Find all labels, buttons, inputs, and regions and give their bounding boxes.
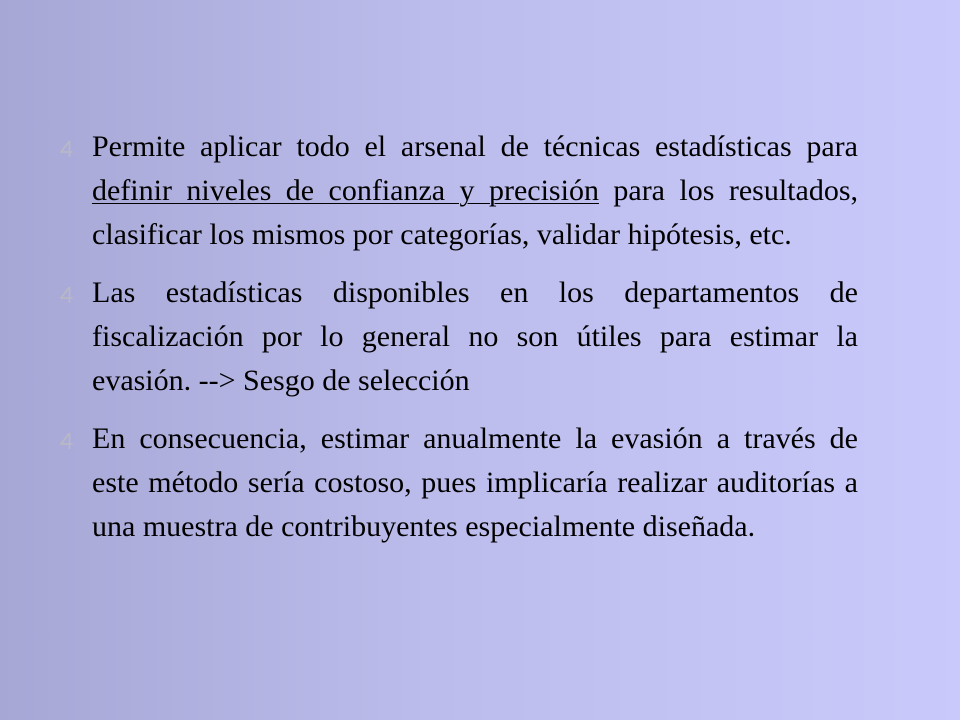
bullet-text: Las estadísticas disponibles en los departamentos de fiscalización por lo general no son útiles para estimar la evasión. --> Sesgo de selección [92,276,858,397]
numeral-4-bullet-icon [60,286,74,304]
bullet-text: En consecuencia, estimar anualmente la evasión a través de este método sería costoso, pues implicaría realizar auditorías a una muestra de contribuyentes especialmente diseñada. [92,422,858,543]
bullet-text-part-1: Permite aplicar todo el arsenal de técnicas estadísticas para [92,130,858,163]
numeral-4-bullet-icon [60,140,74,158]
numeral-4-bullet-icon [60,432,74,450]
bullet-item [58,125,858,257]
bullet-item [58,271,858,403]
bullet-item [58,417,858,549]
bullet-text-part-3: para los resultados, clasificar los mismos por categorías, validar hipótesis, etc. [92,174,859,251]
bullet-text-underlined-part: definir niveles de confianza y precisión [92,174,599,207]
bullet-list [58,125,858,563]
